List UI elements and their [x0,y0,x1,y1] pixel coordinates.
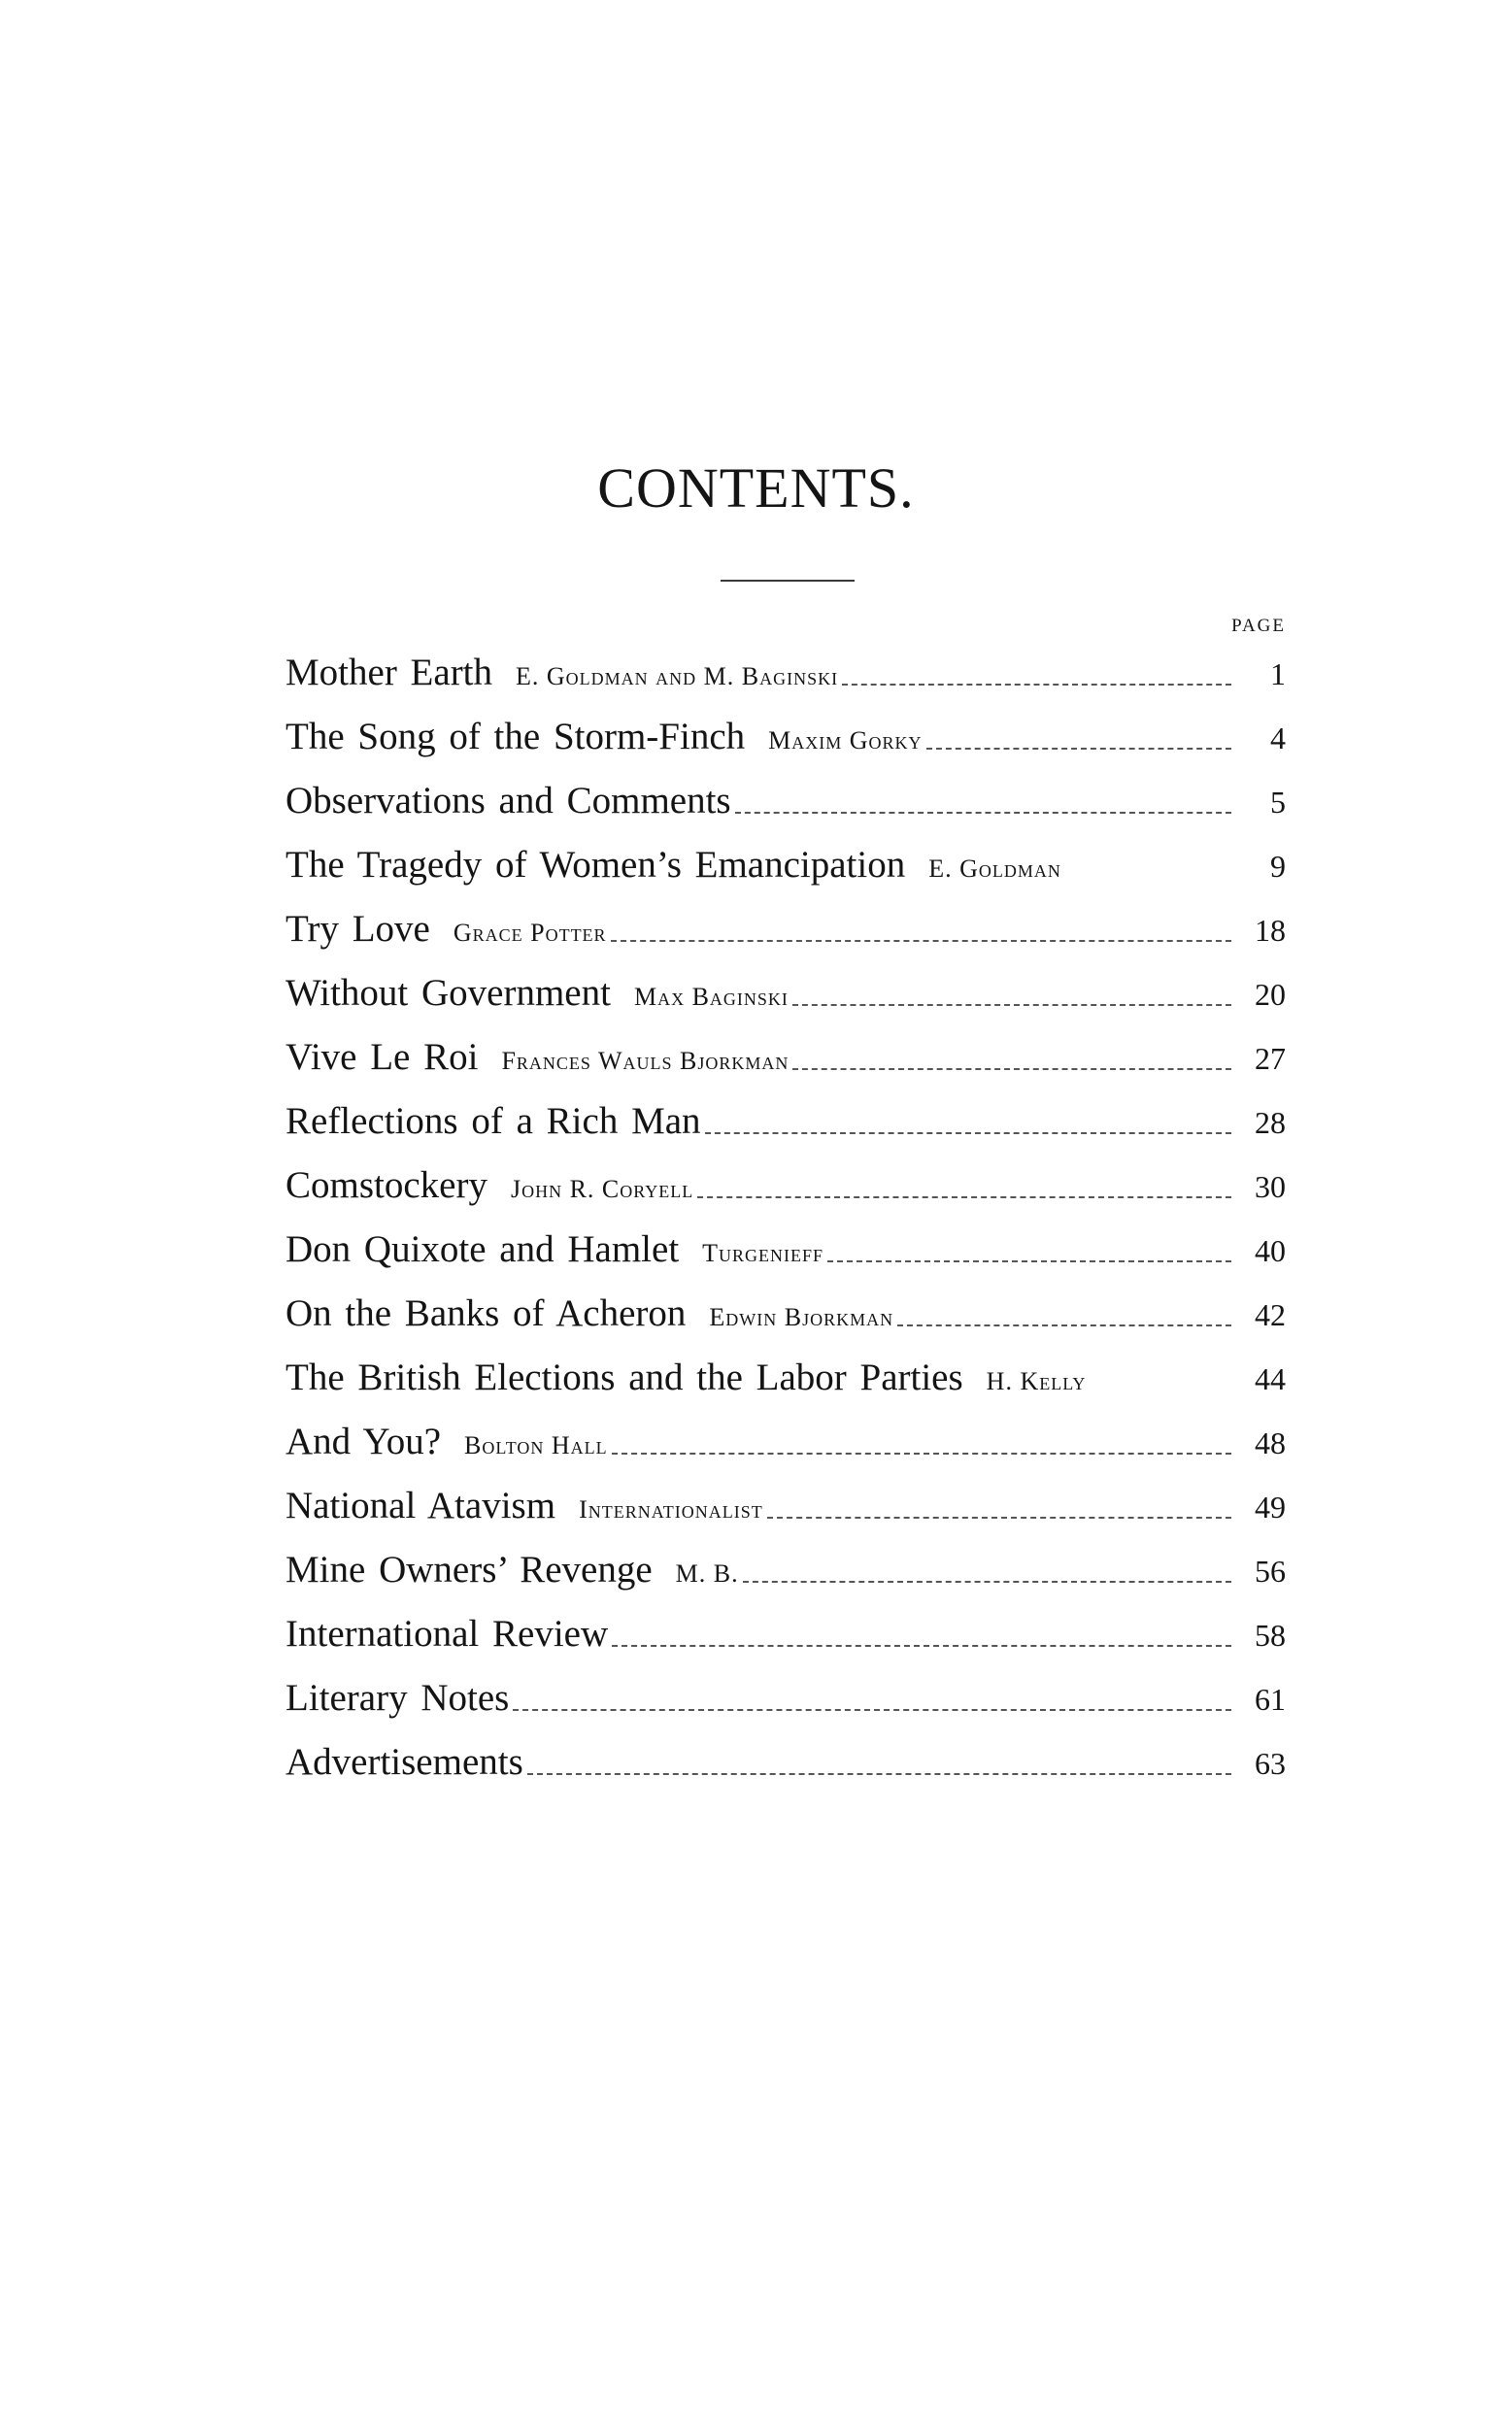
toc-entry-page-number: 18 [1255,913,1286,948]
toc-entry-title: Comstockery [286,1164,487,1206]
toc-entry [286,1602,1286,1666]
toc-entry-title: Reflections of a Rich Man [286,1100,701,1142]
toc-entry [286,1666,1286,1730]
toc-entry-page-number: 20 [1255,977,1286,1012]
dot-leader [792,1068,1231,1070]
toc-entry-author: Bolton Hall [464,1431,608,1459]
toc-entry-title: Mine Owners’ Revenge [286,1549,653,1591]
toc-entry-author: Frances Wauls Bjorkman [501,1047,790,1075]
toc-entry [286,833,1286,897]
toc-entry-author: Edwin Bjorkman [709,1303,894,1331]
dot-leader [897,1324,1231,1326]
dot-leader [705,1132,1231,1134]
toc-entry-title: The British Elections and the Labor Parties [286,1357,963,1398]
toc-entry [286,1282,1286,1346]
dot-leader [792,1004,1231,1006]
toc-entry-title: Don Quixote and Hamlet [286,1228,680,1270]
toc-entry-title: The Tragedy of Women’s Emancipation [286,844,906,886]
page-title: CONTENTS. [597,456,915,519]
toc-entry [286,1410,1286,1474]
toc-entry [286,1346,1286,1410]
toc-entry-title: International Review [286,1613,609,1655]
toc-entry [286,1025,1286,1089]
toc-entry-author: M. B. [675,1559,739,1588]
toc-entry-page-number: 42 [1255,1297,1286,1332]
toc-entry [286,705,1286,769]
toc-entry [286,641,1286,705]
dot-leader [612,1453,1231,1455]
page-column-label: PAGE [1231,616,1286,636]
toc-entry-page-number: 1 [1270,656,1286,691]
dot-leader [697,1196,1231,1198]
dot-leader [827,1260,1231,1262]
dot-leader [612,1645,1231,1647]
toc-entry-page-number: 56 [1255,1554,1286,1589]
toc-entry [286,769,1286,833]
toc-entry-page-number: 9 [1270,849,1286,884]
table-of-contents [286,641,1286,1794]
toc-entry-title: Try Love [286,908,430,950]
toc-entry-title: Without Government [286,972,611,1014]
toc-entry [286,1474,1286,1538]
toc-entry-author: Turgenieff [702,1239,824,1267]
dot-leader [611,940,1231,942]
toc-entry-author: Internationalist [579,1495,763,1524]
dot-leader [513,1709,1231,1711]
toc-entry-author: H. Kelly [986,1367,1087,1395]
toc-entry-page-number: 40 [1255,1233,1286,1268]
toc-entry-title: Advertisements [286,1741,523,1783]
toc-entry-title: And You? [286,1421,442,1462]
title-rule [721,580,855,582]
toc-entry-author: Maxim Gorky [768,726,923,754]
toc-entry-page-number: 49 [1255,1490,1286,1525]
toc-entry-author: Max Baginski [633,983,789,1011]
toc-entry-author: E. Goldman [928,855,1061,883]
toc-entry-author: John R. Coryell [510,1175,694,1203]
toc-entry-page-number: 44 [1255,1361,1286,1396]
toc-entry [286,1089,1286,1154]
dot-leader [735,812,1231,814]
toc-entry-title: On the Banks of Acheron [286,1292,687,1334]
toc-entry-title: Literary Notes [286,1677,510,1719]
dot-leader [767,1517,1231,1519]
toc-entry-page-number: 5 [1270,785,1286,820]
toc-entry-page-number: 48 [1255,1425,1286,1460]
toc-entry [286,961,1286,1025]
dot-leader [842,684,1231,686]
toc-entry-page-number: 27 [1255,1041,1286,1076]
toc-entry-page-number: 4 [1270,721,1286,755]
dot-leader [527,1773,1231,1775]
dot-leader [926,748,1231,750]
toc-entry-author: Grace Potter [453,919,607,947]
toc-entry-page-number: 58 [1255,1618,1286,1653]
toc-entry-page-number: 28 [1255,1105,1286,1140]
dot-leader [743,1581,1231,1583]
toc-entry-title: Vive Le Roi [286,1036,479,1078]
toc-entry [286,1538,1286,1602]
toc-entry [286,897,1286,961]
toc-entry-page-number: 61 [1255,1682,1286,1717]
toc-entry-page-number: 63 [1255,1746,1286,1781]
toc-entry [286,1154,1286,1218]
toc-entry-title: The Song of the Storm-Finch [286,716,746,757]
toc-entry-page-number: 30 [1255,1169,1286,1204]
toc-entry-author: E. Goldman and M. Baginski [516,662,839,690]
toc-entry [286,1218,1286,1282]
toc-entry-title: Observations and Comments [286,780,731,821]
toc-entry [286,1730,1286,1794]
toc-entry-title: National Atavism [286,1485,556,1526]
toc-entry-title: Mother Earth [286,652,493,693]
